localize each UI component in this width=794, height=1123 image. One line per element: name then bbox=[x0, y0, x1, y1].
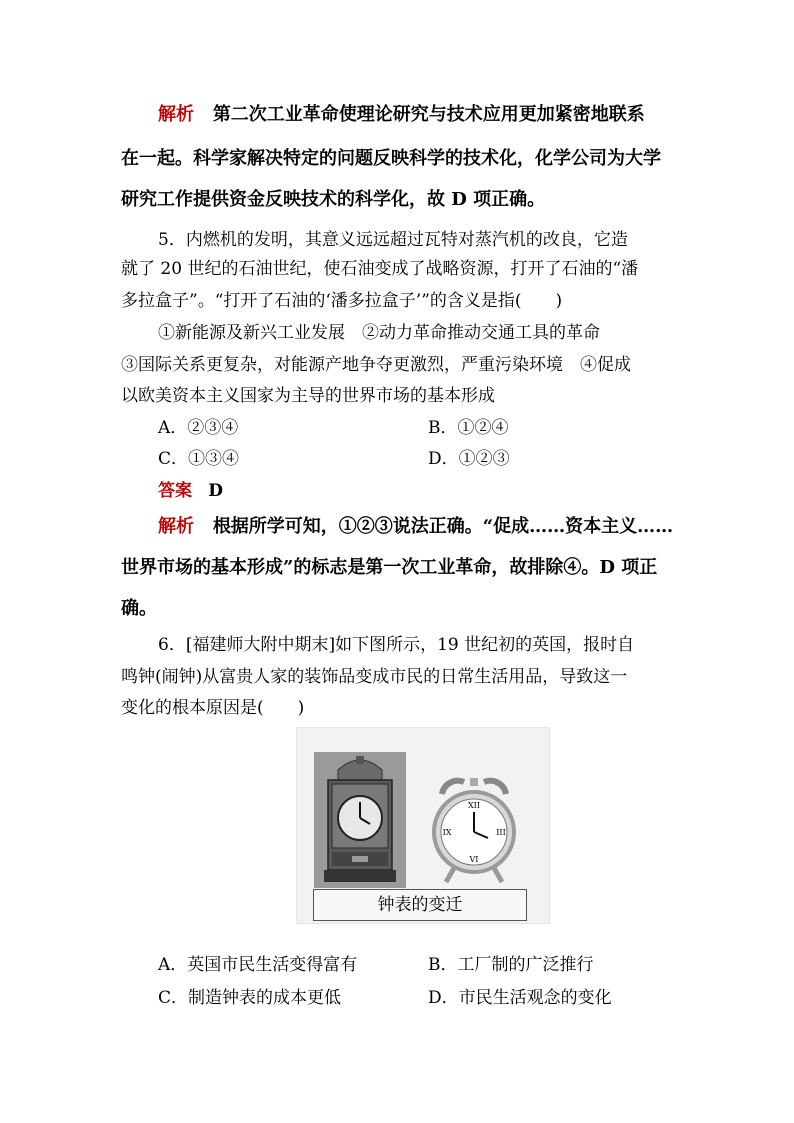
q5-item-text3: 以欧美资本主义国家为主导的世界市场的基本形成 bbox=[121, 386, 495, 406]
q6-stem-line3 bbox=[121, 693, 794, 718]
q5-option-d[interactable]: D．①②③ bbox=[428, 449, 510, 469]
q5-analysis-line3 bbox=[121, 594, 794, 620]
q5-stem-line2 bbox=[121, 254, 794, 279]
antique-clock-image bbox=[314, 752, 406, 888]
q4-analysis-label: 解析 bbox=[158, 104, 194, 125]
q5-analysis-text2: 世界市场的基本形成”的标志是第一次工业革命，故排除④。D 项正 bbox=[121, 557, 658, 578]
q5-answer-label: 答案 bbox=[158, 481, 192, 501]
q5-option-b[interactable]: B．①②④ bbox=[428, 418, 509, 438]
q4-analysis-line2 bbox=[121, 144, 794, 170]
q6-stem-line1 bbox=[158, 630, 794, 655]
q5-analysis-line2 bbox=[121, 553, 794, 579]
figure-caption: 钟表的变迁 bbox=[313, 889, 527, 921]
q6-stem-text1: 6．[福建师大附中期末]如下图所示，19 世纪初的英国，报时自 bbox=[158, 635, 635, 655]
q6-option-d[interactable]: D．市民生活观念的变化 bbox=[428, 988, 612, 1008]
q5-analysis-line1 bbox=[158, 512, 794, 538]
q6-stem-line2 bbox=[121, 662, 794, 687]
q5-answer-value: D bbox=[208, 481, 223, 501]
alarm-clock-image bbox=[424, 772, 524, 888]
q4-analysis-text1: 第二次工业革命使理论研究与技术应用更加紧密地联系 bbox=[212, 104, 645, 125]
q5-stem-line3 bbox=[121, 286, 794, 311]
svg-text:III: III bbox=[496, 828, 506, 837]
q5-item-line3 bbox=[121, 381, 794, 406]
q5-stem-text1: 5．内燃机的发明，其意义远远超过瓦特对蒸汽机的改良，它造 bbox=[158, 230, 628, 250]
q5-stem-text2: 就了 20 世纪的石油世纪，使石油变成了战略资源，打开了石油的“潘 bbox=[121, 259, 639, 279]
q4-analysis-line1 bbox=[158, 100, 794, 126]
q6-option-a[interactable]: A．英国市民生活变得富有 bbox=[158, 955, 358, 975]
q4-analysis-text2: 在一起。科学家解决特定的问题反映科学的技术化，化学公司为大学 bbox=[121, 148, 661, 169]
q4-analysis-line3 bbox=[121, 185, 794, 211]
q5-stem-line1 bbox=[158, 225, 794, 250]
svg-text:IX: IX bbox=[442, 828, 452, 837]
q5-analysis-label: 解析 bbox=[158, 516, 194, 537]
q5-analysis-text3: 确。 bbox=[121, 598, 157, 619]
q4-analysis-text3: 研究工作提供资金反映技术的科学化，故 D 项正确。 bbox=[121, 189, 546, 210]
q5-item-text2: ③国际关系更复杂，对能源产地争夺更激烈，严重污染环境 ④促成 bbox=[121, 355, 631, 375]
q5-answer-line bbox=[158, 476, 794, 501]
q6-option-b[interactable]: B．工厂制的广泛推行 bbox=[428, 955, 594, 975]
q5-analysis-text1: 根据所学可知，①②③说法正确。“促成……资本主义…… bbox=[212, 516, 674, 537]
svg-text:VI: VI bbox=[469, 855, 479, 864]
q5-option-a[interactable]: A．②③④ bbox=[158, 418, 239, 438]
q5-item-line2 bbox=[121, 350, 794, 375]
q6-option-c[interactable]: C．制造钟表的成本更低 bbox=[158, 988, 342, 1008]
q5-item-text1: ①新能源及新兴工业发展 ②动力革命推动交通工具的革命 bbox=[158, 323, 600, 343]
q6-stem-text2: 鸣钟(闹钟)从富贵人家的装饰品变成市民的日常生活用品，导致这一 bbox=[121, 667, 628, 687]
q5-item-line1 bbox=[158, 318, 794, 343]
q5-option-c[interactable]: C．①③④ bbox=[158, 449, 240, 469]
svg-text:XII: XII bbox=[467, 801, 481, 810]
q6-stem-text3: 变化的根本原因是( ) bbox=[121, 698, 305, 718]
q5-stem-text3: 多拉盒子”。“打开了石油的‘潘多拉盒子’”的含义是指( ) bbox=[121, 291, 563, 311]
